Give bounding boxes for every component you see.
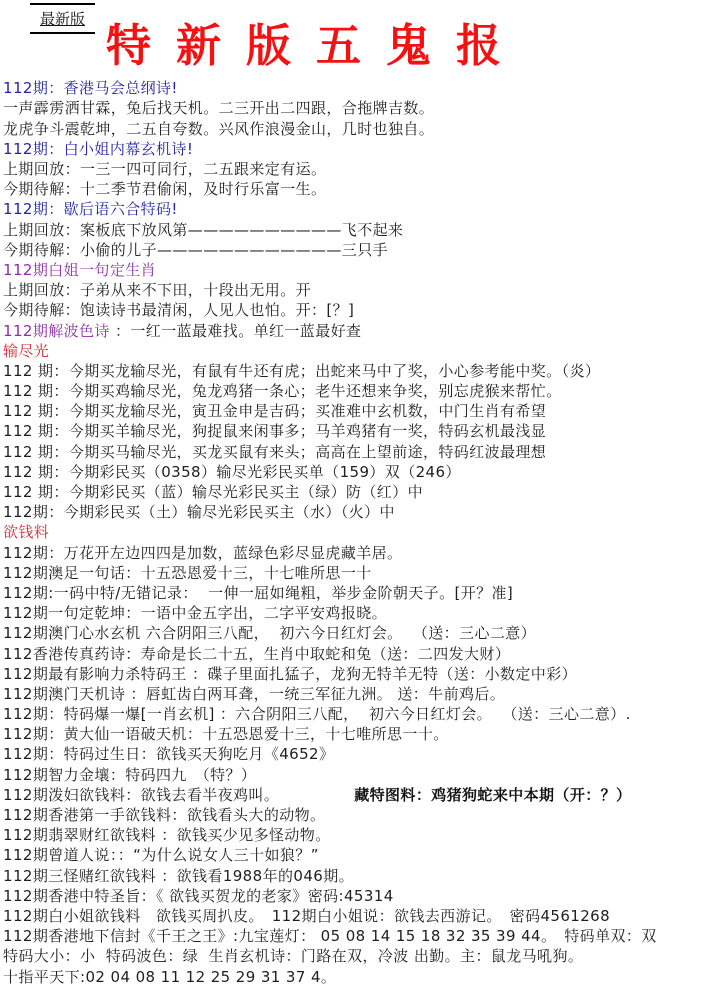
report-line: 112期澳足一句话：十五恐恩爱十三，十七唯所思一十 (3, 563, 372, 582)
report-line: 112 期：今期彩民买（蓝）输尽光彩民买主（绿）防（红）中 (3, 483, 424, 501)
report-line: 112期：歇后语六合特码! (3, 200, 178, 219)
report-line: 112期一句定乾坤：一语中金五字出，二字平安鸡报晓。 (3, 604, 388, 623)
report-line-part: ：一红一蓝最难找。单红一蓝最好查 (115, 321, 362, 340)
report-line: 112期香港第一手欲钱料：欲钱看头大的动物。 (3, 806, 326, 824)
report-line: 112期最有影响力杀特码王 ：碟子里面扎猛子，龙狗无特羊无特（送：小数定中彩） (3, 664, 578, 683)
report-line: 一声霹雳洒甘霖，兔后找天机。二三开出二四跟，合拖牌吉数。 (3, 99, 435, 118)
report-line: 112期:一码中特/无错记录： 一伸一屈如绳粗，举步金阶朝天子。[开？准] (3, 583, 514, 602)
latest-version-badge (30, 3, 95, 34)
report-body (0, 78, 710, 986)
report-line: 今期待解：小偷的儿子————————————三只手 (3, 240, 389, 259)
report-line: 输尽光 (3, 341, 50, 360)
report-line: 112 期：今期买马输尽光，买龙买鼠有来头；高高在上望前途，特码红波最理想 (3, 442, 547, 461)
report-line: 112期香港中特圣旨：《 欲钱买贺龙的老家》密码:45314 (3, 886, 394, 905)
report-line: 112期：香港马会总纲诗! (3, 79, 178, 98)
report-line-part: 112期泼妇欲钱料：欲钱去看半夜鸡叫。 (3, 785, 280, 804)
report-line: 112 期：今期买羊输尽光，狗捉鼠来闲事多；马羊鸡猪有一奖，特码玄机最浅显 (3, 422, 547, 441)
report-line: 112香港传真药诗：寿命是长二十五，生肖中取蛇和兔（送：二四发大财） (3, 644, 511, 663)
report-line: 上期回放：子弟从来不下田，十段出无用。开 (3, 281, 312, 300)
report-line (0, 321, 710, 341)
report-line-part: 藏特图料：鸡猪狗蛇来中本期（开：？） (354, 785, 632, 804)
report-line: 112期：特码过生日：欲钱买天狗吃月《4652》 (3, 745, 335, 764)
report-line: 112期澳门心水玄机 六合阴阳三八配， 初六今日红灯会。 （送：三心二意） (3, 624, 537, 643)
report-line: 112期香港地下信封《千王之王》:九宝莲灯： 05 08 14 15 18 32 35 39 44。 特码单双：双 (3, 927, 657, 946)
report-line: 上期回放：一三一四可同行，二五跟来定有运。 (3, 160, 327, 178)
report-line: 112期曾道人说：：“为什么说女人三十如狼？” (3, 846, 319, 865)
report-line: 112 期：今期买龙输尽光，寅丑金申是吉码；买准难中玄机数，中门生肖有希望 (3, 402, 547, 421)
latest-version-label: 最新版 (40, 10, 86, 28)
report-line: 上期回放：案板底下放风第——————————飞不起来 (3, 220, 404, 239)
report-line: 112 期：今期买龙输尽光，有鼠有牛还有虎；出蛇来马中了奖，小心参考能中奖。（炎） (3, 361, 601, 380)
report-line-part: 112期解波色诗 (3, 321, 115, 340)
report-line: 今期待解：十二季节君偷闲，及时行乐富一生。 (3, 180, 327, 199)
report-line: 112 期：今期彩民买（0358）输尽光彩民买单（159）双（246） (3, 462, 461, 481)
report-line: 欲钱料 (3, 523, 50, 542)
report-line: 112期白小姐欲钱料 欲钱买周扒皮。 112期白小姐说：欲钱去西游记。 密码4561268 (3, 906, 611, 925)
report-line: 112期：今期彩民买（土）输尽光彩民买主（水）（火）中 (3, 503, 395, 522)
report-line: 112期澳门天机诗 ：唇虹齿白两耳聋，一统三军征九洲。 送：牛前鸡后。 (3, 684, 506, 703)
report-line: 112期白姐一句定生肖 (3, 260, 157, 279)
report-line: 112期翡翠财红欲钱料 ：欲钱买少见多怪动物。 (3, 826, 331, 845)
report-header (0, 0, 710, 72)
report-line: 112期：万花开左边四四是加数，蓝绿色彩尽显虎藏羊居。 (3, 543, 403, 562)
page-title: 特新版五鬼报 (106, 19, 527, 72)
report-line: 龙虎争斗震乾坤，二五自夸数。兴风作浪漫金山，几时也独自。 (3, 119, 435, 138)
report-line: 112期三怪赌红欲钱料 ：欲钱看1988年的046期。 (3, 866, 355, 885)
report-line: 112期：特码爆一爆[一肖玄机] ：六合阴阳三八配， 初六今日红灯会。 （送：三心二意）. (3, 705, 631, 724)
report-line: 112 期：今期买鸡输尽光，兔龙鸡猪一条心；老牛还想来争奖，别忘虎猴来帮忙。 (3, 382, 562, 401)
report-line: 112期：黄大仙一语破天机：十五恐恩爱十三，十七唯所思一十。 (3, 725, 449, 744)
report-line: 112期：白小姐内幕玄机诗! (3, 139, 194, 158)
report-line: 特码大小：小 特码波色：绿 生肖玄机诗：门路在双，冷波 出勤。主：鼠龙马吼狗。 (3, 947, 584, 966)
report-line: 十指平天下:02 04 08 11 12 25 29 31 37 4。 (3, 967, 337, 986)
report-line: 今期待解：饱读诗书最清闲，人见人也怕。开：[？] (3, 301, 355, 320)
report-line (0, 785, 710, 805)
report-line: 112期智力金壤：特码四九 （特？） (3, 765, 257, 784)
